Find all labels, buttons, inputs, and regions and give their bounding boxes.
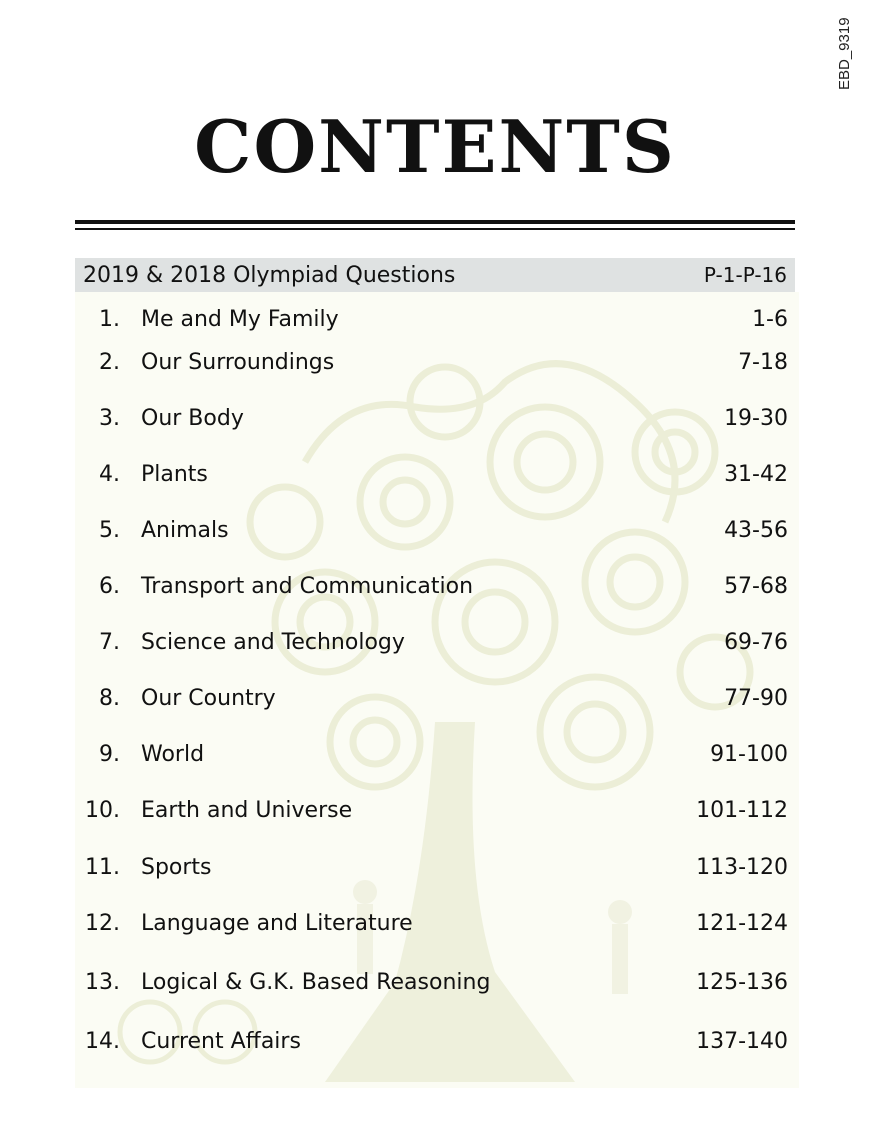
entry-pages: 19-30	[724, 406, 788, 431]
entry-title: Our Country	[141, 686, 276, 711]
entry-number: 9.	[99, 742, 120, 767]
entry-pages: 125-136	[696, 970, 788, 995]
entry-title: Animals	[141, 518, 229, 543]
toc-entry[interactable]	[75, 855, 788, 885]
entry-number: 12.	[85, 911, 120, 936]
toc-entry[interactable]	[75, 742, 788, 772]
entry-title: Sports	[141, 855, 212, 880]
entry-title: Our Body	[141, 406, 244, 431]
entry-title: Me and My Family	[141, 307, 339, 332]
entry-title: Plants	[141, 462, 208, 487]
entry-number: 13.	[85, 970, 120, 995]
toc-entry[interactable]	[75, 630, 788, 660]
entry-number: 1.	[99, 307, 120, 332]
toc-entry[interactable]	[75, 462, 788, 492]
entry-number: 3.	[99, 406, 120, 431]
toc-entry[interactable]	[75, 970, 788, 1000]
entry-pages: 7-18	[738, 350, 788, 375]
entry-pages: 43-56	[724, 518, 788, 543]
header-label: 2019 & 2018 Olympiad Questions	[83, 263, 456, 288]
toc-entry[interactable]	[75, 518, 788, 548]
entry-number: 8.	[99, 686, 120, 711]
entry-title: Transport and Communication	[141, 574, 474, 599]
olympiad-questions-header[interactable]	[75, 258, 795, 292]
toc-entry[interactable]	[75, 911, 788, 941]
entry-number: 6.	[99, 574, 120, 599]
entry-title: Language and Literature	[141, 911, 413, 936]
title-rule-thin	[75, 228, 795, 230]
entry-pages: 113-120	[696, 855, 788, 880]
entry-pages: 91-100	[710, 742, 788, 767]
entry-pages: 57-68	[724, 574, 788, 599]
entry-number: 5.	[99, 518, 120, 543]
entry-title: Logical & G.K. Based Reasoning	[141, 970, 491, 995]
toc-entry[interactable]	[75, 307, 788, 337]
page-title: CONTENTS	[194, 104, 676, 189]
entry-title: Earth and Universe	[141, 798, 353, 823]
toc-entry[interactable]	[75, 406, 788, 436]
entry-title: World	[141, 742, 205, 767]
entry-pages: 77-90	[724, 686, 788, 711]
entry-number: 7.	[99, 630, 120, 655]
entry-title: Science and Technology	[141, 630, 405, 655]
toc-entry[interactable]	[75, 798, 788, 828]
header-pages: P-1-P-16	[703, 263, 787, 287]
entry-number: 14.	[85, 1029, 120, 1054]
entry-number: 4.	[99, 462, 120, 487]
entry-number: 10.	[85, 798, 120, 823]
toc-entry[interactable]	[75, 1029, 788, 1059]
entry-title: Our Surroundings	[141, 350, 335, 375]
entry-pages: 101-112	[696, 798, 788, 823]
entry-pages: 31-42	[724, 462, 788, 487]
toc-entry[interactable]	[75, 686, 788, 716]
title-rule-thick	[75, 220, 795, 224]
entry-pages: 137-140	[696, 1029, 788, 1054]
entry-pages: 121-124	[696, 911, 788, 936]
entry-title: Current Affairs	[141, 1029, 301, 1054]
entry-pages: 69-76	[724, 630, 788, 655]
entry-number: 11.	[85, 855, 120, 880]
entry-number: 2.	[99, 350, 120, 375]
entry-pages: 1-6	[752, 307, 788, 332]
document-code: EBD_9319	[836, 17, 853, 90]
toc-entry[interactable]	[75, 350, 788, 380]
toc-entry[interactable]	[75, 574, 788, 604]
